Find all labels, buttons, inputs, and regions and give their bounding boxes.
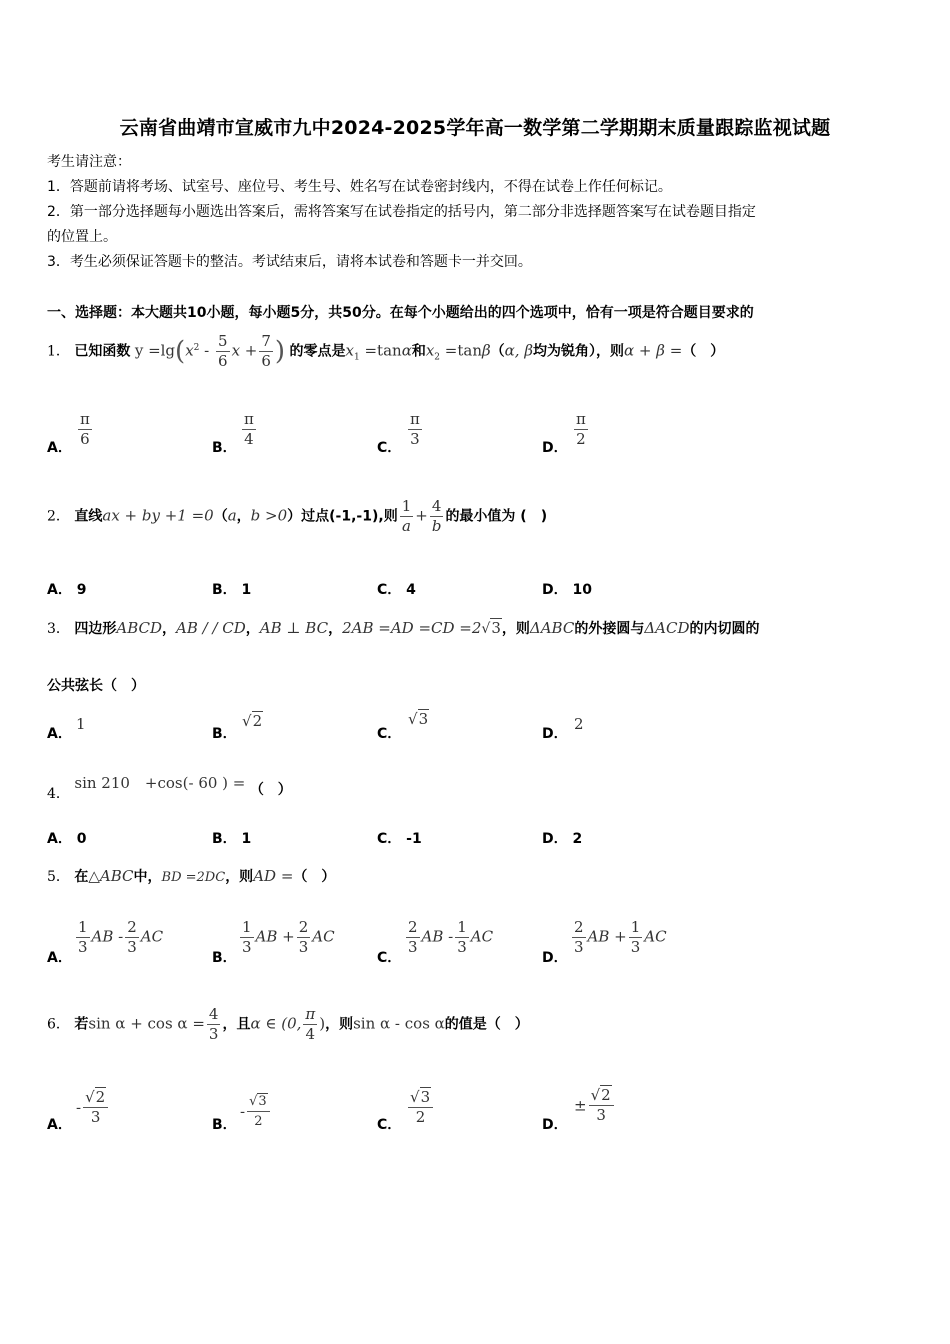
q3-option-c-value: √3: [408, 710, 429, 728]
q3-option-b-value: √2: [242, 712, 263, 730]
q5-option-d-value: $\frac{2}{3}$ AB + $\frac{1}{3}$ AC: [574, 918, 667, 956]
q3-option-d-value: 2: [574, 715, 584, 733]
q1-option-a-label: A．: [47, 440, 72, 456]
q3-option-b-label: B．: [212, 726, 237, 742]
q5-option-a-value: $\frac{1}{3}$ AB - $\frac{2}{3}$ AC: [78, 918, 164, 956]
q1-option-d-value: $\frac{\pi}{2}$: [576, 410, 586, 448]
q5-option-b-label: B．: [212, 950, 237, 966]
q1-option-b-value: $\frac{\pi}{4}$: [244, 410, 254, 448]
q6-option-b-label: B．: [212, 1117, 237, 1133]
q2-option-a: A． 9: [47, 582, 87, 598]
q5-option-b-value: $\frac{1}{3}$ AB + $\frac{2}{3}$ AC: [242, 918, 335, 956]
section-heading: 一、选择题：本大题共10小题，每小题5分，共50分。在每个小题给出的四个选项中，恰有一项是符合题目要求的: [47, 305, 754, 321]
q1-option-b-label: B．: [212, 440, 237, 456]
q5-option-c-value: $\frac{2}{3}$ AB - $\frac{1}{3}$ AC: [408, 918, 494, 956]
q5-option-d-label: D．: [542, 950, 568, 966]
q6-option-b-value: - $\frac{√3}{2}$: [240, 1092, 272, 1131]
q2-option-b: B． 1: [212, 582, 252, 598]
notice-item-1: 1．答题前请将考场、试室号、座位号、考生号、姓名写在试卷密封线内，不得在试卷上作任何标记。: [47, 179, 672, 195]
q3-option-a-value: 1: [76, 715, 86, 733]
q3-option-d-label: D．: [542, 726, 568, 742]
q2-option-d: D． 10: [542, 582, 592, 598]
sqrt: √3: [481, 619, 501, 637]
notice-item-2-cont: 的位置上。: [47, 229, 117, 245]
q6-option-a-label: A．: [47, 1117, 72, 1133]
q6-option-c-value: $\frac{√3}{2}$: [406, 1088, 435, 1127]
q2-option-c: C． 4: [377, 582, 416, 598]
notice-item-2: 2．第一部分选择题每小题选出答案后，需将答案写在试卷指定的括号内，第二部分非选择题答案写在试卷题目指定: [47, 204, 756, 220]
notice-heading: 考生请注意：: [47, 154, 131, 170]
fraction: $\frac{1}{a}$: [401, 497, 412, 535]
question-4: 4． sin 210 +cos(- 60 ) = （ ）: [47, 774, 292, 802]
q5-option-c-label: C．: [377, 950, 402, 966]
question-6: 6． 若sin α + cos α = $\frac{4}{3}$ ，且α ∈ (0, $\frac{\pi}{4}$ )，则sin α - cos α的值是（ ）: [47, 1005, 529, 1043]
question-3: 3． 四边形ABCD，AB / / CD，AB ⊥ BC，2AB =AD =CD =2√3，则ΔABC的外接圆与ΔACD的内切圆的: [47, 619, 760, 637]
fraction: $\frac{4}{3}$: [208, 1005, 219, 1043]
fraction: $\frac{4}{b}$: [431, 497, 442, 535]
notice-item-3: 3．考生必须保证答题卡的整洁。考试结束后，请将本试卷和答题卡一并交回。: [47, 254, 532, 270]
q6-option-c-label: C．: [377, 1117, 402, 1133]
page-title: 云南省曲靖市宣威市九中2024-2025学年高一数学第二学期期末质量跟踪监视试题: [119, 117, 831, 139]
question-5: 5． 在△ABC中，BD =2DC，则AD =（ ）: [47, 867, 336, 885]
q1-option-d-label: D．: [542, 440, 568, 456]
q6-option-d-value: ± $\frac{√2}{3}$: [574, 1086, 616, 1125]
q4-option-b: B． 1: [212, 831, 252, 847]
q1-option-c-label: C．: [377, 440, 402, 456]
question-3-cont: 公共弦长（ ）: [47, 678, 145, 694]
q4-option-a: A． 0: [47, 831, 87, 847]
fraction: $\frac{5}{6}$: [218, 332, 228, 370]
q1-option-a-value: $\frac{\pi}{6}$: [80, 410, 90, 448]
q6-option-a-value: - $\frac{√2}{3}$: [76, 1088, 110, 1127]
q1-option-c-value: $\frac{\pi}{3}$: [410, 410, 420, 448]
q5-option-a-label: A．: [47, 950, 72, 966]
q4-option-c: C． -1: [377, 831, 422, 847]
fraction: $\frac{7}{6}$: [261, 332, 271, 370]
fraction: $\frac{\pi}{4}$: [305, 1005, 316, 1043]
q6-option-d-label: D．: [542, 1117, 568, 1133]
q3-option-a-label: A．: [47, 726, 72, 742]
question-2: 2． 直线ax + by +1 =0（a，b >0）过点(-1,-1),则 $\frac{1}{a}$ + $\frac{4}{b}$ 的最小值为 ( ): [47, 497, 548, 535]
q3-option-c-label: C．: [377, 726, 402, 742]
q4-option-d: D． 2: [542, 831, 583, 847]
question-1: 1． 已知函数 $y =\lg(x^2$ - $\frac{5}{6}$ x + $\frac{7}{6}$ ) 的零点是$x_1 =\tan\alpha$和$x_2 =\tan\beta(\alpha$, β均为锐角），则α + β =（ ）: [47, 332, 725, 370]
question-number: 1．: [47, 343, 70, 360]
